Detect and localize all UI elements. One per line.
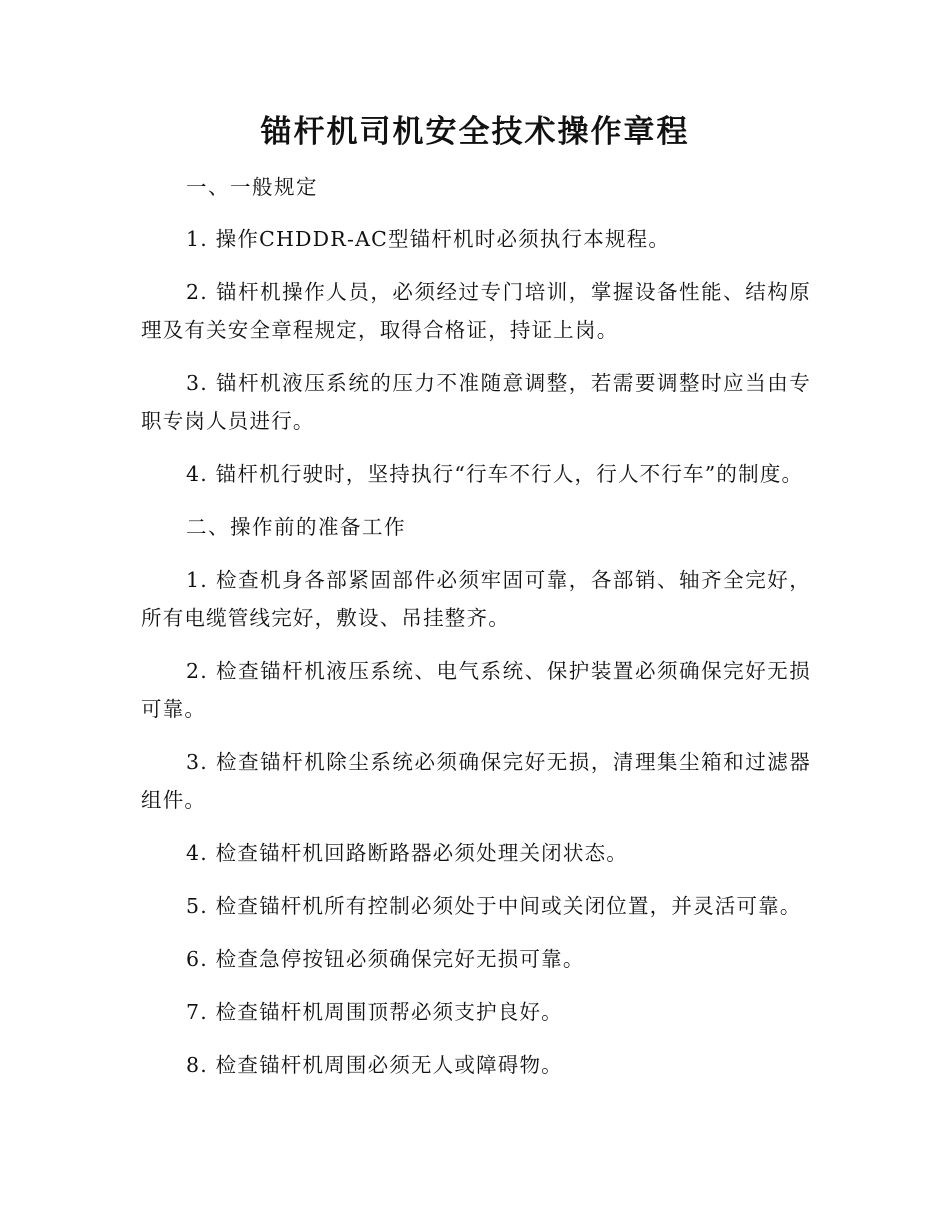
paragraph-preparation-2: 2. 检查锚杆机液压系统、电气系统、保护装置必须确保完好无损可靠。: [141, 659, 811, 721]
document-title: 锚杆机司机安全技术操作章程: [260, 114, 690, 150]
paragraph-general-1: 1. 操作CHDDR-AC型锚杆机时必须执行本规程。: [186, 227, 671, 251]
section-heading-preparation: 二、操作前的准备工作: [186, 515, 406, 539]
paragraph-general-4: 4. 锚杆机行驶时，坚持执行“行车不行人，行人不行车”的制度。: [186, 462, 804, 486]
document-body: [141, 168, 811, 1084]
paragraph-preparation-7: 7. 检查锚杆机周围顶帮必须支护良好。: [186, 1000, 563, 1024]
paragraph-preparation-6: 6. 检查急停按钮必须确保完好无损可靠。: [186, 947, 585, 971]
paragraph-general-2: 2. 锚杆机操作人员，必须经过专门培训，掌握设备性能、结构原理及有关安全章程规定，取得合格证，持证上岗。: [141, 280, 811, 342]
paragraph-general-3: 3. 锚杆机液压系统的压力不准随意调整，若需要调整时应当由专职专岗人员进行。: [141, 371, 811, 433]
paragraph-preparation-3: 3. 检查锚杆机除尘系统必须确保完好无损，清理集尘箱和过滤器组件。: [141, 750, 811, 812]
paragraph-preparation-1: 1. 检查机身各部紧固部件必须牢固可靠，各部销、轴齐全完好，所有电缆管线完好，敷设、吊挂整齐。: [141, 568, 811, 630]
paragraph-preparation-5: 5. 检查锚杆机所有控制必须处于中间或关闭位置，并灵活可靠。: [186, 894, 802, 918]
paragraph-preparation-8: 8. 检查锚杆机周围必须无人或障碍物。: [186, 1053, 563, 1077]
paragraph-preparation-4: 4. 检查锚杆机回路断路器必须处理关闭状态。: [186, 841, 628, 865]
section-heading-general: 一、一般规定: [186, 175, 318, 199]
